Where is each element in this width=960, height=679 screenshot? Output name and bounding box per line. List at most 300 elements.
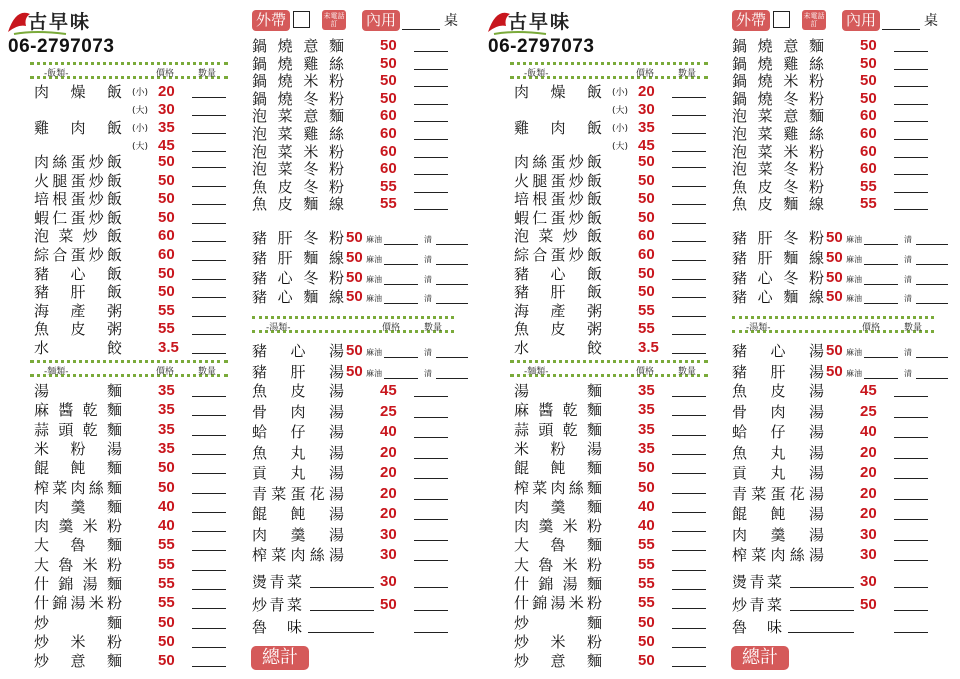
menu-char: 炒	[34, 652, 50, 671]
item-price: 50	[158, 190, 175, 208]
sesame-oil-qty[interactable]	[864, 264, 898, 265]
qty-blank[interactable]	[414, 396, 448, 397]
menu-char: 錦	[532, 594, 548, 613]
menu-row	[252, 546, 448, 564]
qty-blank[interactable]	[672, 589, 706, 590]
menu-char: 雞	[303, 54, 319, 73]
menu-row	[34, 633, 226, 651]
section-header-soup	[732, 316, 934, 332]
menu-char: 醬	[58, 401, 74, 420]
item-name	[514, 401, 602, 419]
menu-char: 肉	[34, 497, 50, 516]
qty-blank[interactable]	[894, 192, 928, 193]
qty-blank[interactable]	[894, 458, 928, 459]
name-blank[interactable]	[310, 610, 374, 611]
menu-char: 蛋	[70, 190, 86, 209]
item-price: 35	[638, 439, 655, 457]
clear-qty[interactable]	[436, 244, 468, 245]
item-price: 40	[158, 517, 175, 535]
qty-blank[interactable]	[192, 608, 226, 609]
qty-blank[interactable]	[414, 104, 448, 105]
item-name	[732, 444, 824, 462]
menu-char: 粉	[808, 72, 824, 91]
qty-blank[interactable]	[414, 478, 448, 479]
name-blank[interactable]	[308, 632, 374, 633]
qty-blank[interactable]	[414, 51, 448, 52]
menu-char: 粉	[328, 89, 344, 108]
qty-blank[interactable]	[894, 519, 928, 520]
takeout-checkbox[interactable]	[293, 11, 310, 28]
menu-char: 飯	[106, 119, 122, 137]
qty-blank[interactable]	[192, 396, 226, 397]
qty-blank[interactable]	[672, 666, 706, 667]
menu-char: 魚	[252, 195, 268, 214]
sesame-oil-qty[interactable]	[384, 357, 418, 358]
sesame-oil-label: 麻油	[846, 235, 862, 244]
qty-blank[interactable]	[414, 587, 448, 588]
menu-char: 飯	[586, 153, 602, 171]
menu-char: 魚	[732, 443, 748, 462]
menu-char: 豬	[252, 248, 268, 267]
qty-blank[interactable]	[192, 628, 226, 629]
item-price: 35	[158, 382, 175, 399]
clear-qty[interactable]	[916, 378, 948, 379]
item-name	[252, 596, 302, 614]
menu-char: 冬	[303, 229, 319, 247]
qty-blank[interactable]	[414, 157, 448, 158]
menu-char: 粉	[808, 89, 824, 108]
menu-char: 味	[286, 618, 302, 637]
qty-blank[interactable]	[672, 316, 706, 317]
sesame-oil-qty[interactable]	[384, 244, 418, 245]
menu-char: 大	[514, 555, 530, 574]
menu-char: 合	[532, 246, 548, 264]
sesame-oil-qty[interactable]	[384, 378, 418, 379]
qty-blank[interactable]	[894, 560, 928, 561]
menu-row	[732, 143, 928, 161]
menu-row	[732, 382, 928, 400]
clear-label: 清	[424, 274, 432, 284]
clear-qty[interactable]	[916, 284, 948, 285]
qty-blank[interactable]	[192, 151, 226, 152]
qty-blank[interactable]	[192, 473, 226, 474]
sesame-oil-qty[interactable]	[864, 303, 898, 304]
menu-row	[732, 178, 928, 196]
qty-blank[interactable]	[414, 139, 448, 140]
menu-char: 魚	[252, 177, 268, 196]
menu-char: 飯	[586, 283, 602, 302]
menu-char: 心	[290, 342, 306, 360]
menu-char: 飩	[550, 459, 566, 478]
qty-blank[interactable]	[672, 167, 706, 168]
qty-blank[interactable]	[894, 632, 928, 633]
menu-char: 麵	[783, 195, 799, 214]
menu-char: 絲	[789, 546, 805, 564]
qty-blank[interactable]	[192, 666, 226, 667]
dinein-label: 內用	[842, 10, 880, 31]
qty-blank[interactable]	[414, 458, 448, 459]
sesame-oil-qty[interactable]	[864, 244, 898, 245]
menu-char: 麵	[783, 248, 799, 267]
item-name	[732, 546, 824, 564]
menu-char: 燥	[550, 83, 566, 101]
clear-qty[interactable]	[916, 264, 948, 265]
qty-blank[interactable]	[894, 209, 928, 210]
clear-label: 清	[424, 294, 432, 304]
qty-blank[interactable]	[672, 353, 706, 354]
qty-blank[interactable]	[192, 260, 226, 261]
menu-char: 湯	[808, 525, 824, 544]
menu-char: 青	[252, 484, 268, 503]
menu-row	[514, 209, 706, 227]
menu-char: 餛	[34, 459, 50, 478]
qty-blank[interactable]	[414, 610, 448, 611]
qty-blank[interactable]	[192, 415, 226, 416]
qty-blank[interactable]	[192, 512, 226, 513]
qty-blank[interactable]	[414, 209, 448, 210]
item-price: 35	[638, 401, 655, 419]
sesame-oil-qty[interactable]	[384, 284, 418, 285]
qty-blank[interactable]	[894, 69, 928, 70]
qty-blank[interactable]	[192, 297, 226, 298]
menu-char: 粉	[808, 160, 824, 179]
menu-row	[732, 596, 930, 614]
qty-blank[interactable]	[672, 512, 706, 513]
takeout-checkbox[interactable]	[773, 11, 790, 28]
qty-blank[interactable]	[192, 186, 226, 187]
item-name	[514, 614, 602, 632]
menu-char: 花	[789, 484, 805, 503]
menu-char: 炒	[568, 246, 584, 264]
item-name	[252, 363, 344, 381]
menu-char: 泡	[252, 125, 268, 143]
menu-char: 榨	[514, 478, 530, 497]
qty-blank[interactable]	[192, 316, 226, 317]
qty-blank[interactable]	[672, 115, 706, 116]
qty-blank[interactable]	[672, 133, 706, 134]
item-price: 55	[638, 594, 655, 612]
menu-char: 豬	[514, 283, 530, 302]
qty-blank[interactable]	[894, 587, 928, 588]
qty-blank[interactable]	[894, 396, 928, 397]
menu-char: 湯	[550, 594, 566, 613]
clear-qty[interactable]	[436, 303, 468, 304]
item-price: 55	[380, 195, 397, 213]
qty-blank[interactable]	[672, 297, 706, 298]
menu-char: 肉	[290, 402, 306, 421]
menu-char: 粥	[586, 301, 602, 320]
table-number-blank[interactable]	[882, 17, 920, 30]
item-price: 50	[638, 478, 655, 496]
qty-blank[interactable]	[414, 417, 448, 418]
menu-char: 湯	[808, 464, 824, 482]
menu-row	[34, 172, 226, 190]
qty-blank[interactable]	[414, 437, 448, 438]
qty-blank[interactable]	[192, 589, 226, 590]
qty-blank[interactable]	[672, 334, 706, 335]
menu-char: 燒	[277, 37, 293, 55]
sesame-oil-qty[interactable]	[864, 284, 898, 285]
menu-row	[732, 526, 928, 544]
menu-char: 鍋	[732, 37, 748, 55]
clear-qty[interactable]	[436, 284, 468, 285]
sesame-oil-qty[interactable]	[864, 357, 898, 358]
menu-char: 泡	[732, 160, 748, 179]
qty-blank[interactable]	[894, 174, 928, 175]
item-price: 55	[158, 320, 175, 338]
clear-qty[interactable]	[916, 357, 948, 358]
menu-char: 麵	[303, 195, 319, 214]
qty-blank[interactable]	[894, 437, 928, 438]
qty-blank[interactable]	[192, 334, 226, 335]
qty-blank[interactable]	[672, 204, 706, 205]
menu-char: 羹	[70, 497, 86, 516]
qty-blank[interactable]	[672, 435, 706, 436]
qty-blank[interactable]	[894, 139, 928, 140]
qty-blank[interactable]	[414, 540, 448, 541]
menu-row	[514, 339, 706, 357]
qty-blank[interactable]	[192, 167, 226, 168]
name-blank[interactable]	[790, 587, 854, 588]
dotted-rule	[30, 62, 228, 65]
section-title: -飯類-	[44, 69, 69, 79]
menu-char: 燒	[757, 89, 773, 108]
qty-blank[interactable]	[894, 478, 928, 479]
menu-row-with-options	[732, 229, 954, 247]
clear-qty[interactable]	[436, 357, 468, 358]
menu-char: 皮	[70, 320, 86, 339]
qty-blank[interactable]	[672, 473, 706, 474]
qty-blank[interactable]	[672, 550, 706, 551]
menu-char: 魚	[252, 443, 268, 462]
menu-char: 鍋	[252, 72, 268, 91]
clear-qty[interactable]	[436, 378, 468, 379]
menu-char: 菜	[277, 125, 293, 143]
menu-char: 飯	[106, 153, 122, 171]
item-price: 50	[346, 362, 363, 380]
qty-blank[interactable]	[894, 540, 928, 541]
qty-blank[interactable]	[192, 204, 226, 205]
menu-char: 麵	[808, 107, 824, 126]
menu-row	[252, 55, 448, 73]
qty-blank[interactable]	[672, 223, 706, 224]
item-price: 50	[158, 478, 175, 496]
qty-blank[interactable]	[192, 647, 226, 648]
item-price: 40	[380, 423, 397, 440]
qty-blank[interactable]	[672, 454, 706, 455]
item-name	[252, 342, 344, 360]
qty-blank[interactable]	[414, 121, 448, 122]
menu-char: 肉	[550, 478, 566, 497]
qty-blank[interactable]	[192, 435, 226, 436]
qty-blank[interactable]	[672, 97, 706, 98]
item-price: 30	[860, 546, 877, 563]
menu-row	[514, 302, 706, 320]
menu-char: 線	[328, 248, 344, 267]
menu-char: 泡	[732, 142, 748, 161]
qty-blank[interactable]	[414, 519, 448, 520]
item-name	[252, 107, 344, 125]
sesame-oil-qty[interactable]	[864, 378, 898, 379]
menu-char: 湯	[808, 342, 824, 360]
item-name	[34, 517, 122, 535]
menu-char: 炒	[514, 613, 530, 632]
qty-blank[interactable]	[414, 632, 448, 633]
brand-name: 古早味	[508, 11, 572, 33]
price-large: 30	[158, 101, 175, 118]
qty-header: 數量	[678, 367, 697, 377]
menu-row	[514, 479, 706, 497]
menu-row	[252, 125, 448, 143]
qty-blank[interactable]	[192, 353, 226, 354]
menu-row	[514, 594, 706, 612]
qty-blank[interactable]	[672, 531, 706, 532]
menu-char: 粉	[808, 177, 824, 196]
menu-row	[514, 536, 706, 554]
qty-blank[interactable]	[894, 610, 928, 611]
menu-char: 米	[783, 72, 799, 91]
price-small: 20	[638, 83, 655, 100]
qty-blank[interactable]	[414, 499, 448, 500]
qty-blank[interactable]	[672, 279, 706, 280]
item-name	[252, 37, 344, 55]
menu-char: 菜	[286, 573, 302, 591]
menu-char: 炒	[568, 171, 584, 190]
menu-row	[34, 227, 226, 245]
item-name	[514, 575, 602, 593]
qty-blank[interactable]	[192, 531, 226, 532]
item-name	[514, 652, 602, 670]
phone-order-badge: 未電話訂	[803, 12, 825, 28]
qty-blank[interactable]	[672, 186, 706, 187]
menu-char: 雞	[34, 119, 50, 137]
qty-blank[interactable]	[672, 628, 706, 629]
qty-blank[interactable]	[894, 417, 928, 418]
qty-blank[interactable]	[414, 192, 448, 193]
menu-char: 飩	[290, 505, 306, 523]
item-name	[514, 227, 602, 245]
qty-blank[interactable]	[192, 493, 226, 494]
menu-row	[514, 401, 706, 419]
qty-blank[interactable]	[894, 51, 928, 52]
item-price: 55	[638, 320, 655, 338]
qty-blank[interactable]	[672, 493, 706, 494]
qty-blank[interactable]	[192, 115, 226, 116]
menu-row-with-options	[732, 249, 954, 267]
size-small: (小)	[612, 124, 629, 134]
menu-char: 湯	[328, 443, 344, 462]
name-blank[interactable]	[310, 587, 374, 588]
qty-blank[interactable]	[414, 86, 448, 87]
clear-qty[interactable]	[916, 244, 948, 245]
item-price: 50	[346, 288, 363, 306]
menu-row	[252, 90, 448, 108]
menu-row	[514, 517, 706, 535]
menu-char: 粉	[106, 517, 122, 536]
qty-blank[interactable]	[672, 260, 706, 261]
menu-char: 湯	[808, 362, 824, 381]
qty-blank[interactable]	[192, 570, 226, 571]
qty-blank[interactable]	[414, 174, 448, 175]
menu-row	[732, 55, 928, 73]
section-header-soup	[252, 316, 454, 332]
qty-blank[interactable]	[672, 396, 706, 397]
menu-char: 心	[757, 288, 773, 307]
menu-char: 絲	[328, 54, 344, 73]
qty-blank[interactable]	[414, 69, 448, 70]
qty-blank[interactable]	[192, 454, 226, 455]
item-name	[732, 423, 824, 441]
qty-blank[interactable]	[672, 647, 706, 648]
qty-blank[interactable]	[672, 241, 706, 242]
item-price: 50	[638, 153, 655, 170]
qty-blank[interactable]	[192, 550, 226, 551]
qty-blank[interactable]	[192, 97, 226, 98]
item-name	[732, 269, 824, 287]
menu-char: 榨	[252, 546, 268, 564]
qty-blank[interactable]	[192, 133, 226, 134]
item-name	[732, 363, 824, 381]
qty-blank[interactable]	[894, 121, 928, 122]
size-large: (大)	[612, 142, 629, 152]
qty-blank[interactable]	[894, 499, 928, 500]
qty-blank[interactable]	[672, 415, 706, 416]
qty-blank[interactable]	[672, 608, 706, 609]
qty-blank[interactable]	[894, 104, 928, 105]
menu-char: 飯	[106, 83, 122, 101]
item-name	[252, 382, 344, 400]
qty-blank[interactable]	[192, 241, 226, 242]
menu-char: 豬	[732, 268, 748, 287]
clear-qty[interactable]	[916, 303, 948, 304]
name-blank[interactable]	[790, 610, 854, 611]
menu-char: 青	[269, 595, 285, 614]
menu-char: 粉	[808, 268, 824, 287]
item-name	[252, 573, 302, 591]
menu-char: 心	[770, 342, 786, 360]
item-name	[732, 485, 824, 503]
menu-row	[732, 160, 928, 178]
menu-char: 線	[328, 195, 344, 214]
qty-blank[interactable]	[672, 151, 706, 152]
menu-char: 腿	[52, 171, 68, 190]
menu-row	[514, 320, 706, 338]
qty-blank[interactable]	[192, 279, 226, 280]
item-price: 50	[638, 190, 655, 208]
sesame-oil-qty[interactable]	[384, 264, 418, 265]
qty-blank[interactable]	[414, 560, 448, 561]
qty-blank[interactable]	[192, 223, 226, 224]
menu-char: 乾	[562, 420, 578, 439]
item-name	[34, 421, 122, 439]
menu-char: 豬	[252, 288, 268, 307]
menu-char: 粥	[106, 320, 122, 339]
item-price: 60	[380, 160, 397, 178]
menu-row	[34, 83, 226, 101]
qty-blank[interactable]	[894, 86, 928, 87]
qty-blank[interactable]	[672, 570, 706, 571]
name-blank[interactable]	[788, 632, 854, 633]
sesame-oil-qty[interactable]	[384, 303, 418, 304]
clear-qty[interactable]	[436, 264, 468, 265]
menu-char: 湯	[808, 546, 824, 564]
qty-blank[interactable]	[894, 157, 928, 158]
menu-row	[252, 485, 448, 503]
item-name	[252, 485, 344, 503]
dotted-rule	[510, 62, 708, 65]
menu-row	[514, 459, 706, 477]
table-number-blank[interactable]	[402, 17, 440, 30]
